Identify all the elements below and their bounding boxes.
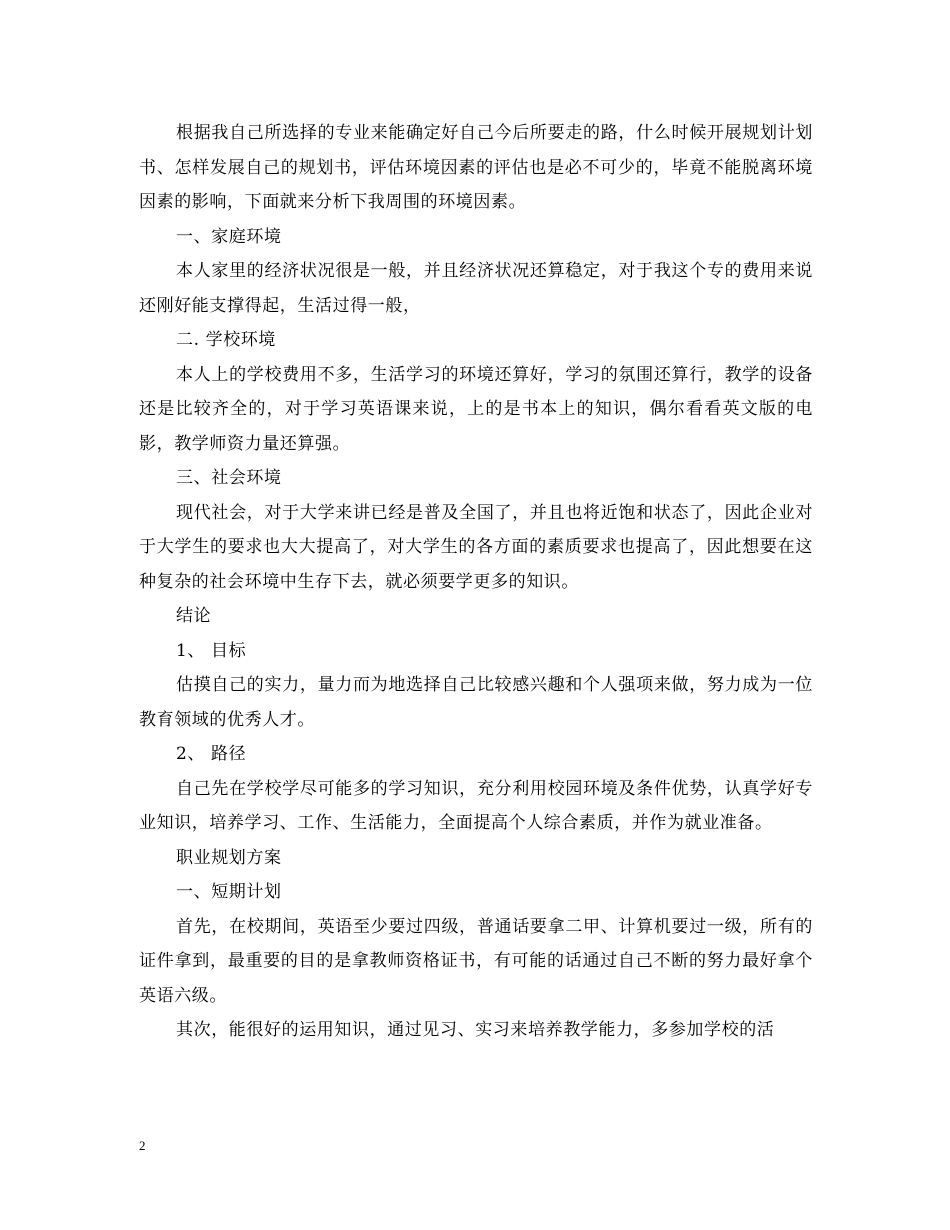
paragraph-school-environment: 本人上的学校费用不多，生活学习的环境还算好，学习的氛围还算行，教学的设备还是比较齐全的，对于学习英语课来说，上的是书本上的知识，偶尔看看英文版的电影，教学师资力量还算强。: [139, 364, 813, 454]
paragraph-short-term-second: 其次，能很好的运用知识，通过见习、实习来培养教学能力，多参加学校的活: [176, 1020, 775, 1040]
paragraph-goal: 估摸自己的实力，量力而为地选择自己比较感兴趣和个人强项来做，努力成为一位教育领域的优秀人才。: [139, 675, 813, 730]
paragraph-path: 自己先在学校学尽可能多的学习知识，充分利用校园环境及条件优势，认真学好专业知识，培养学习、工作、生活能力，全面提高个人综合素质，并作为就业准备。: [139, 778, 813, 833]
heading-conclusion: 结论: [176, 606, 212, 626]
page-number: 2: [139, 1138, 146, 1153]
heading-social-environment: 三、社会环境: [176, 468, 282, 488]
paragraph-family-environment: 本人家里的经济状况很是一般，并且经济状况还算稳定，对于我这个专的费用来说还刚好能支撑得起，生活过得一般，: [139, 261, 813, 316]
heading-school-environment: 二. 学校环境: [176, 330, 277, 350]
document-body: [139, 116, 813, 1048]
heading-family-environment: 一、家庭环境: [176, 226, 282, 247]
paragraph-short-term-first: 首先，在校期间，英语至少要过四级，普通话要拿二甲、计算机要过一级，所有的证件拿到，最重要的目的是拿教师资格证书，有可能的话通过自己不断的努力最好拿个英语六级。: [139, 916, 813, 1006]
heading-short-term-plan: 一、短期计划: [176, 882, 282, 902]
heading-goal: 1、 目标: [176, 640, 247, 661]
heading-career-plan: 职业规划方案: [176, 847, 282, 868]
heading-path: 2、 路径: [176, 744, 247, 764]
paragraph-intro: 根据我自己所选择的专业来能确定好自己今后所要走的路，什么时候开展规划计划书、怎样发展自己的规划书，评估环境因素的评估也是必不可少的，毕竟不能脱离环境因素的影响，下面就来分析下我周围的环境因素。: [139, 123, 813, 212]
paragraph-social-environment: 现代社会，对于大学来讲已经是普及全国了，并且也将近饱和状态了，因此企业对于大学生的要求也大大提高了，对大学生的各方面的素质要求也提高了，因此想要在这种复杂的社会环境中生存下去，就必须要学更多的知识。: [139, 502, 813, 592]
